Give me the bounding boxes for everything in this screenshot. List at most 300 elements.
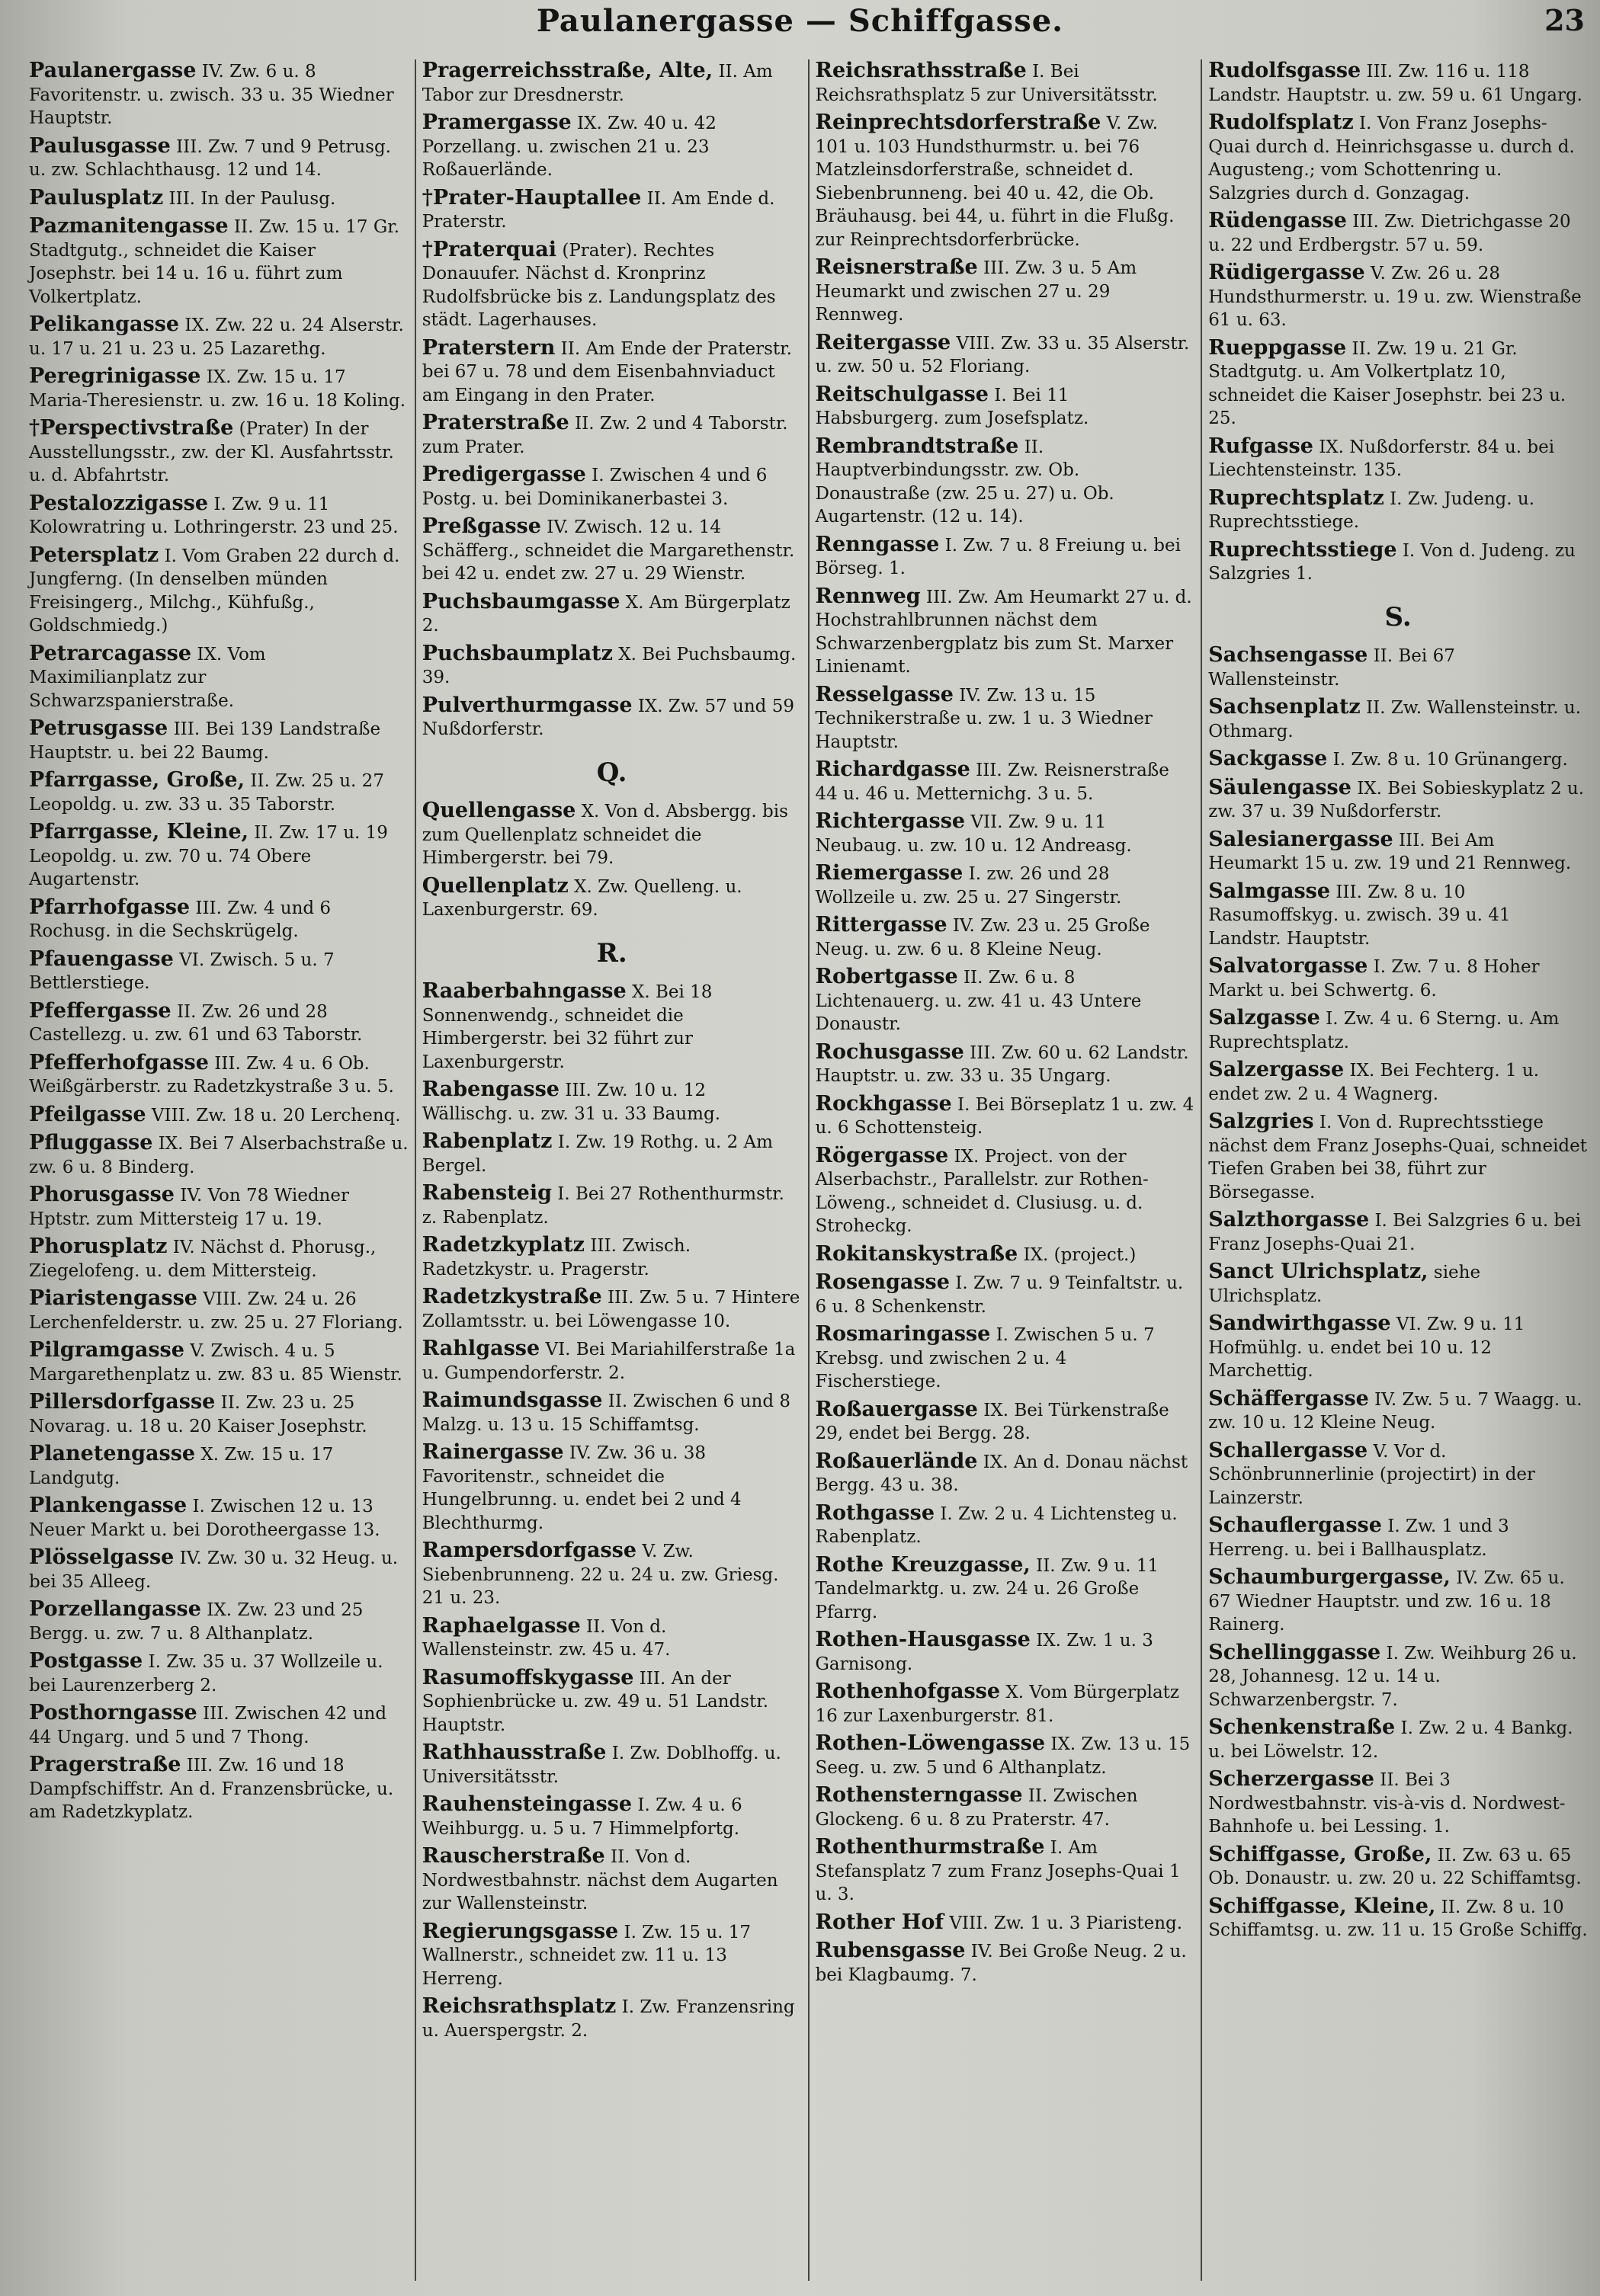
street-entry — [422, 111, 802, 182]
street-name: Schaumburgergasse, — [1208, 1565, 1451, 1589]
street-description: I. Zw. 35 u. 37 Wollzeile u. bei Laurenzerberg 2. — [29, 1652, 383, 1696]
street-entry — [816, 965, 1195, 1036]
street-entry — [1208, 435, 1588, 482]
street-name: Petrarcagasse — [29, 641, 192, 665]
street-name: Renngasse — [815, 532, 940, 556]
street-entry — [422, 1182, 802, 1229]
street-entry — [29, 1391, 409, 1438]
street-name: Quellenplatz — [422, 873, 569, 898]
street-name: Radetzkyplatz — [422, 1233, 585, 1257]
street-entry — [29, 1287, 409, 1334]
street-description: I. Zw. 1 und 3 Herreng. u. bei i Ballhausplatz. — [1208, 1516, 1509, 1560]
street-entry — [29, 1494, 409, 1542]
street-entry — [29, 417, 409, 488]
street-description: IV. Von 78 Wiedner Hptstr. zum Mittersteig 17 u. 19. — [29, 1186, 349, 1229]
street-name: Raaberbahngasse — [422, 979, 627, 1003]
street-entry — [816, 331, 1195, 379]
street-description: I. Vom Graben 22 durch d. Jungferng. (In denselben münden Freisingerg., Milchg., Kühfußg., Goldschmiedg.) — [29, 546, 400, 636]
street-name: Piaristengasse — [29, 1286, 197, 1310]
street-entry — [1208, 111, 1588, 205]
street-name: Richtergasse — [815, 809, 966, 833]
street-name: Rüdigergasse — [1208, 261, 1365, 284]
street-name: Reitschulgasse — [815, 382, 989, 406]
street-description: III. Zw. Reisnerstraße 44 u. 46 u. Metternichg. 3 u. 5. — [815, 761, 1169, 804]
street-description: IV. Zw. 65 u. 67 Wiedner Hauptstr. und zw. 16 u. 18 Rainerg. — [1208, 1568, 1565, 1635]
street-description: I. Zw. 4 u. 6 Weihburgg. u. 5 u. 7 Himmelpfortg. — [422, 1795, 742, 1839]
street-entry — [29, 365, 409, 412]
street-entry — [816, 1243, 1195, 1267]
street-entry — [1208, 261, 1588, 332]
street-name: Pfeilgasse — [29, 1102, 146, 1126]
street-entry — [816, 1323, 1195, 1394]
street-entry — [816, 1093, 1195, 1140]
street-name: Pfefferhofgasse — [29, 1050, 209, 1074]
street-description: X. Bei 18 Sonnenwendg., schneidet die Himbergerstr. bei 32 führt zur Laxenburgerstr. — [422, 982, 713, 1072]
street-name: Rufgasse — [1208, 434, 1313, 458]
street-name: Rabengasse — [422, 1078, 560, 1101]
street-entry — [816, 1680, 1195, 1728]
street-entry — [1208, 1260, 1588, 1308]
street-name: Peregrinigasse — [29, 364, 201, 388]
street-entry — [816, 111, 1195, 251]
street-entry — [1208, 1843, 1588, 1891]
street-entry — [816, 810, 1195, 857]
street-description: I. Bei Reichsrathsplatz 5 zur Universitätsstr. — [815, 62, 1158, 105]
street-name: Rauscherstraße — [422, 1844, 605, 1868]
street-description: IX. Zw. 15 u. 17 Maria-Theresienstr. u. zw. 16 u. 18 Koling. — [29, 367, 406, 411]
street-description: I. Zwischen 12 u. 13 Neuer Markt u. bei Dorotheergasse 13. — [29, 1497, 380, 1540]
street-description: I. Zw. 7 u. 8 Freiung u. bei Börseg. 1. — [815, 535, 1181, 578]
street-description: I. Von d. Judeng. zu Salzgries 1. — [1208, 540, 1576, 584]
street-description: III. Zw. Dietrichgasse 20 u. 22 und Erdbergstr. 57 u. 59. — [1208, 212, 1571, 255]
street-name: Schellinggasse — [1208, 1640, 1381, 1664]
street-entry — [816, 1398, 1195, 1446]
street-description: II. Am Ende d. Praterstr. — [422, 188, 775, 232]
street-name: Rahlgasse — [422, 1337, 540, 1360]
street-name: Rothensterngasse — [815, 1783, 1023, 1807]
street-entry — [1208, 828, 1588, 876]
street-entry — [29, 187, 409, 211]
street-description: I. Zw. Franzensring u. Auerspergstr. 2. — [422, 1997, 795, 2041]
street-entry — [29, 1598, 409, 1645]
street-name: Rockhgasse — [815, 1091, 952, 1116]
street-name: Scherzergasse — [1208, 1767, 1374, 1791]
street-description: VI. Bei Mariahilferstraße 1a u. Gumpendorferstr. 2. — [422, 1340, 796, 1383]
street-description: IX. Zw. 40 u. 42 Porzellang. u. zwischen 21 u. 23 Roßauerlände. — [422, 114, 717, 180]
street-description: II. Am Ende der Praterstr. bei 67 u. 78 und dem Eisenbahnviaduct am Eingang in den Prater. — [422, 338, 792, 405]
street-description: III. An der Sophienbrücke u. zw. 49 u. 51 Landstr. Hauptstr. — [422, 1668, 769, 1735]
street-description: (Prater). Rechtes Donauufer. Nächst d. Kronprinz Rudolfsbrücke bis z. Landungsplatz des städt. Lagerhauses. — [422, 240, 776, 330]
street-name: Pelikangasse — [29, 312, 180, 336]
street-name: Rüdengasse — [1208, 209, 1347, 232]
street-description: IV. Zw. 6 u. 8 Favoritenstr. u. zwisch. 33 u. 35 Wiedner Hauptstr. — [29, 62, 394, 128]
street-entry — [422, 1337, 802, 1385]
street-name: Regierungsgasse — [422, 1919, 619, 1943]
street-name: Rochusgasse — [815, 1039, 964, 1064]
street-entry — [1208, 337, 1588, 431]
street-name: Pfluggasse — [29, 1131, 153, 1154]
street-description: VIII. Zw. 18 u. 20 Lerchenq. — [151, 1105, 401, 1126]
section-letter: Q. — [596, 757, 627, 788]
street-entry — [29, 215, 409, 309]
street-entry — [29, 717, 409, 764]
street-name: Postgasse — [29, 1649, 143, 1673]
street-entry — [29, 821, 409, 892]
street-description: I. Zw. 7 u. 9 Teinfaltstr. u. 6 u. 8 Schenkenstr. — [815, 1273, 1184, 1317]
street-description: II. Bei 3 Nordwestbahnstr. vis-à-vis d. Nordwest-Bahnhofe u. bei Lessing. 1. — [1208, 1770, 1566, 1836]
street-entry — [1208, 880, 1588, 951]
street-name: Rosmaringasse — [815, 1322, 991, 1346]
street-entry — [422, 1539, 802, 1610]
street-entry — [816, 533, 1195, 581]
street-entry — [816, 862, 1195, 909]
street-name: Reitergasse — [815, 330, 951, 354]
street-name: Reichsrathsplatz — [422, 1994, 617, 2018]
street-description: VIII. Zw. 33 u. 35 Alserstr. u. zw. 50 u. 52 Floriang. — [815, 333, 1190, 376]
street-name: Rothenhofgasse — [815, 1680, 1001, 1703]
column-4 — [1202, 59, 1594, 2281]
street-entry — [29, 948, 409, 995]
street-entry — [29, 1546, 409, 1593]
street-description: IX. Bei Fechterg. 1 u. endet zw. 2 u. 4 Wagnerg. — [1208, 1061, 1540, 1104]
street-description: I. Zw. 2 u. 4 Bankg. u. bei Löwelstr. 12. — [1208, 1718, 1573, 1762]
street-name: Pillersdorfgasse — [29, 1390, 216, 1414]
street-description: V. Zw. Siebenbrunneng. 22 u. 24 u. zw. Griesg. 21 u. 23. — [422, 1542, 779, 1608]
street-name: Resselgasse — [815, 682, 954, 706]
street-description: III. Zwischen 42 und 44 Ungarg. und 5 und 7 Thong. — [29, 1704, 387, 1747]
street-description: II. Zw. 9 u. 11 Tandelmarktg. u. zw. 24 u. 26 Große Pfarrg. — [815, 1555, 1159, 1622]
street-name: Praterstern — [422, 335, 556, 360]
street-entry — [422, 1615, 802, 1662]
street-description: I. Zwischen 5 u. 7 Krebsg. und zwischen 2 u. 4 Fischerstiege. — [815, 1325, 1155, 1391]
street-name: †Prater-Hauptallee — [422, 185, 642, 210]
street-name: Sachsengasse — [1208, 643, 1368, 667]
street-name: Rabenplatz — [422, 1129, 553, 1153]
street-name: Pfarrgasse, Kleine, — [29, 820, 248, 844]
street-entry — [816, 914, 1195, 961]
street-entry — [816, 1732, 1195, 1779]
street-name: Rittergasse — [815, 913, 947, 937]
street-description: II. Von d. Nordwestbahnstr. nächst dem Augarten zur Wallensteinstr. — [422, 1847, 778, 1913]
street-entry — [1208, 644, 1588, 691]
street-entry — [1208, 210, 1588, 257]
street-description: II. Zw. 8 u. 10 Schiffamtsg. u. zw. 11 u. 15 Große Schiffg. — [1208, 1897, 1588, 1940]
street-description: IX. Bei Türkenstraße 29, endet bei Bergg. 28. — [815, 1400, 1169, 1443]
street-name: Rothen-Löwengasse — [815, 1731, 1046, 1755]
street-description: V. Zw. 26 u. 28 Hundsthurmerstr. u. 19 u. zw. Wienstraße 61 u. 63. — [1208, 264, 1582, 330]
street-description: I. Bei Börseplatz 1 u. zw. 4 u. 6 Schottensteig. — [815, 1094, 1194, 1138]
street-description: I. Zw. 4 u. 6 Sterng. u. Am Ruprechtsplatz. — [1208, 1009, 1560, 1052]
street-description: II. Zwischen Glockeng. 6 u. 8 zu Praterstr. 47. — [815, 1786, 1138, 1830]
street-name: Rothgasse — [815, 1500, 935, 1525]
street-entry — [816, 1911, 1195, 1936]
street-name: Ruprechtsstiege — [1208, 537, 1397, 562]
street-entry — [816, 1271, 1195, 1318]
street-entry — [29, 544, 409, 638]
street-description: IV. Zw. 23 u. 25 Große Neug. u. zw. 6 u. 8 Kleine Neug. — [815, 916, 1150, 959]
street-entry — [422, 463, 802, 511]
street-name: Paulusgasse — [29, 133, 171, 158]
street-description: III. Bei Am Heumarkt 15 u. zw. 19 und 21 Rennweg. — [1208, 830, 1572, 873]
street-description: IX. Zw. 22 u. 24 Alserstr. u. 17 u. 21 u. 23 u. 25 Lazarethg. — [29, 315, 404, 359]
street-entry — [422, 799, 802, 870]
street-entry — [1208, 1209, 1588, 1256]
street-entry — [29, 1650, 409, 1697]
street-entry — [816, 1836, 1195, 1907]
street-description: II. Zw. 19 u. 21 Gr. Stadtgutg. u. Am Volkertplatz 10, schneidet die Kaiser Josephstr. bei 23 u. 25. — [1208, 338, 1566, 428]
street-name: Rothenthurmstraße — [815, 1835, 1045, 1859]
street-description: V. Zw. 101 u. 103 Hundsthurmstr. u. bei 76 Matzleinsdorferstraße, schneidet d. Siebenbrunneng. bei 40 u. 42, die Ob. Bräuhausg. bei 44, u. führt in die Flußg. zur Reinprechtsdorferbrücke. — [815, 114, 1175, 250]
street-entry — [422, 694, 802, 741]
street-name: Pazmanitengasse — [29, 214, 229, 238]
street-description: III. Zw. 3 u. 5 Am Heumarkt und zwischen 27 u. 29 Rennweg. — [815, 258, 1137, 325]
page-title: Paulanergasse — Schiffgasse. — [536, 3, 1064, 39]
street-entry — [816, 59, 1195, 107]
street-description: VI. Zwisch. 5 u. 7 Bettlerstiege. — [29, 949, 335, 993]
street-entry — [422, 1130, 802, 1177]
street-description: IV. Zwisch. 12 u. 14 Schäfferg., schneidet die Margarethenstr. bei 42 u. endet zw. 27 u. 29 Wienstr. — [422, 517, 795, 584]
street-entry — [1208, 487, 1588, 534]
street-name: Praterstraße — [422, 411, 569, 434]
street-description: I. Zw. 7 u. 8 Hoher Markt u. bei Schwertg. 6. — [1208, 957, 1540, 1001]
street-entry — [1208, 1566, 1588, 1637]
street-description: I. Zw. 2 u. 4 Lichtensteg u. Rabenplatz. — [815, 1503, 1178, 1547]
street-entry — [1208, 1514, 1588, 1561]
page-number: 23 — [1544, 3, 1585, 37]
street-description: IV. Zw. 30 u. 32 Heug. u. bei 35 Alleeg. — [29, 1548, 399, 1592]
street-description: II. Zw. 2 und 4 Taborstr. zum Prater. — [422, 414, 788, 457]
street-entry — [1208, 59, 1588, 107]
street-name: Schenkenstraße — [1208, 1715, 1396, 1739]
street-description: III. Bei 139 Landstraße Hauptstr. u. bei 22 Baumg. — [29, 719, 381, 763]
street-entry — [422, 591, 802, 638]
street-description: I. Zw. Weihburg 26 u. 28, Johannesg. 12 u. 14 u. Schwarzenbergstr. 7. — [1208, 1643, 1577, 1710]
street-description: I. Zw. 15 u. 17 Wallnerstr., schneidet zw. 11 u. 13 Herreng. — [422, 1922, 752, 1989]
street-description: IX. Zw. 57 und 59 Nußdorferstr. — [422, 696, 794, 739]
street-description: I. zw. 26 und 28 Wollzeile u. zw. 25 u. 27 Singerstr. — [815, 864, 1122, 908]
street-description: III. Zw. 7 und 9 Petrusg. u. zw. Schlachthausg. 12 und 14. — [29, 136, 391, 180]
street-description: X. Vom Bürgerplatz 16 zur Laxenburgerstr. 81. — [815, 1683, 1180, 1726]
street-description: III. Zw. 10 u. 12 Wällischg. u. zw. 31 u. 33 Baumg. — [422, 1081, 721, 1124]
street-entry — [29, 1132, 409, 1179]
street-description: III. Zw. Am Heumarkt 27 u. d. Hochstrahlbrunnen nächst dem Schwarzenbergplatz bis zum St. Marxer Linienamt. — [815, 587, 1192, 677]
section-letter: R. — [596, 937, 627, 969]
street-name: Rennweg — [815, 584, 921, 608]
street-name: Pragerstraße — [29, 1753, 181, 1776]
street-name: Phorusgasse — [29, 1183, 175, 1206]
street-description: X. Zw. 15 u. 17 Landgutg. — [29, 1445, 334, 1488]
street-name: Petrusgasse — [29, 716, 168, 740]
street-entry — [29, 1235, 409, 1282]
street-description: II. Zw. 17 u. 19 Leopoldg. u. zw. 70 u. 74 Obere Augartenstr. — [29, 823, 388, 889]
street-entry — [1208, 1312, 1588, 1383]
street-name: Pfauengasse — [29, 946, 174, 971]
street-description: II. Am Tabor zur Dresdnerstr. — [422, 62, 773, 105]
street-name: Richardgasse — [815, 757, 970, 781]
street-name: Rudolfsgasse — [1208, 59, 1361, 82]
street-description: II. Zw. Wallensteinstr. u. Othmarg. — [1208, 698, 1582, 741]
street-name: Plankengasse — [29, 1494, 188, 1517]
street-description: III. Zwisch. Radetzkystr. u. Pragerstr. — [422, 1236, 691, 1279]
street-description: I. Zw. Doblhoffg. u. Universitätsstr. — [422, 1744, 781, 1787]
street-description: IX. Nußdorferstr. 84 u. bei Liechtensteinstr. 135. — [1208, 437, 1555, 480]
street-name: Pfarrhofgasse — [29, 895, 191, 919]
street-name: Salmgasse — [1208, 879, 1331, 903]
street-entry — [29, 1339, 409, 1386]
street-description: IX. Bei Sobieskyplatz 2 u. zw. 37 u. 39 Nußdorferstr. — [1208, 778, 1585, 821]
street-name: Phorusplatz — [29, 1234, 168, 1258]
street-entry — [816, 1041, 1195, 1088]
street-description: III. In der Paulusg. — [168, 188, 336, 209]
street-description: III. Zw. 60 u. 62 Landstr. Hauptstr. u. zw. 33 u. 35 Ungarg. — [815, 1042, 1189, 1086]
street-entry — [422, 642, 802, 690]
street-entry — [422, 515, 802, 586]
street-entry — [816, 435, 1195, 529]
street-description: V. Zwisch. 4 u. 5 Margarethenplatz u. zw. 83 u. 85 Wienstr. — [29, 1341, 402, 1385]
street-name: Reisnerstraße — [815, 255, 978, 279]
street-description: (Prater) In der Ausstellungsstr., zw. der Kl. Ausfahrtsstr. u. d. Abfahrtstr. — [29, 419, 394, 485]
street-name: Sackgasse — [1208, 747, 1328, 770]
street-name: Paulusplatz — [29, 185, 164, 210]
street-name: Quellengasse — [422, 799, 576, 822]
street-entry — [1208, 955, 1588, 1002]
street-entry — [422, 187, 802, 234]
street-entry — [422, 1234, 802, 1281]
street-name: †Praterquai — [422, 237, 557, 261]
street-description: IV. Zw. 36 u. 38 Favoritenstr., schneidet die Hungelbrunng. u. endet bei 2 und 4 Blechthurmg. — [422, 1443, 742, 1533]
street-entry — [816, 1145, 1195, 1238]
column-3 — [810, 59, 1203, 2281]
street-name: Rudolfsplatz — [1208, 110, 1354, 134]
street-name: Rainergasse — [422, 1440, 564, 1464]
street-entry — [422, 1078, 802, 1126]
street-name: †Perspectivstraße — [29, 416, 234, 440]
street-entry — [29, 59, 409, 130]
street-entry — [816, 1554, 1195, 1625]
street-name: Pfeffergasse — [29, 998, 172, 1023]
street-columns — [23, 59, 1594, 2281]
section-letter: S. — [1384, 601, 1412, 632]
street-name: Reichsrathsstraße — [815, 59, 1027, 82]
street-description: II. Zw. 25 u. 27 Leopoldg. u. zw. 33 u. 35 Taborstr. — [29, 771, 384, 815]
street-entry — [422, 1793, 802, 1840]
street-name: Robertgasse — [815, 965, 958, 988]
street-name: Rothe Kreuzgasse, — [815, 1552, 1031, 1577]
street-description: II. Zw. 15 u. 17 Gr. Stadtgutg., schneidet die Kaiser Josephstr. bei 14 u. 16 u. führt zum Volkertplatz. — [29, 217, 400, 307]
street-description: II. Bei 67 Wallensteinstr. — [1208, 646, 1455, 690]
street-description: I. Zw. 19 Rothg. u. 2 Am Bergel. — [422, 1132, 773, 1176]
street-entry — [29, 1052, 409, 1099]
street-entry — [29, 1183, 409, 1231]
street-description: VI. Zw. 9 u. 11 Hofmühlg. u. endet bei 10 u. 12 Marchettig. — [1208, 1315, 1525, 1381]
street-entry — [816, 1784, 1195, 1831]
street-name: Reinprechtsdorferstraße — [815, 110, 1101, 134]
street-name: Salzgries — [1208, 1110, 1314, 1133]
street-entry — [29, 135, 409, 182]
street-entry — [1208, 748, 1588, 772]
street-name: Schauflergasse — [1208, 1513, 1382, 1537]
street-entry — [422, 1286, 802, 1333]
street-entry — [816, 1939, 1195, 1987]
street-description: I. Von d. Ruprechtsstiege nächst dem Franz Josephs-Quai, schneidet Tiefen Graben bei 38, führt zur Börsegasse. — [1208, 1113, 1587, 1202]
street-name: Planetengasse — [29, 1442, 196, 1465]
street-entry — [29, 769, 409, 816]
street-entry — [1208, 539, 1588, 586]
street-description: II. Zw. 6 u. 8 Lichtenauerg. u. zw. 41 u. 43 Untere Donaustr. — [815, 968, 1142, 1034]
street-entry — [816, 1502, 1195, 1549]
street-entry — [422, 411, 802, 459]
street-entry — [422, 980, 802, 1074]
street-name: Rosengasse — [815, 1270, 950, 1294]
street-entry — [29, 1000, 409, 1047]
street-description: IV. Zw. 5 u. 7 Waagg. u. zw. 10 u. 12 Kleine Neug. — [1208, 1389, 1582, 1433]
street-name: Pfarrgasse, Große, — [29, 768, 245, 792]
street-description: I. Bei Salzgries 6 u. bei Franz Josephs-Quai 21. — [1208, 1211, 1582, 1254]
street-name: Raphaelgasse — [422, 1613, 581, 1638]
street-entry — [29, 492, 409, 540]
street-entry — [816, 256, 1195, 327]
street-name: Preßgasse — [422, 514, 541, 538]
street-description: IX. Bei 7 Alserbachstraße u. zw. 6 u. 8 Binderg. — [29, 1134, 409, 1177]
street-description: I. Zw. 9 u. 11 Kolowratring u. Lothringerstr. 23 und 25. — [29, 494, 399, 537]
street-description: IX. Project. von der Alserbachstr., Parallelstr. zur Rothen-Löweng., schneidet d. Clusiusg. u. d. Stroheckg. — [815, 1146, 1149, 1236]
street-description: I. Zwischen 4 und 6 Postg. u. bei Dominikanerbastei 3. — [422, 466, 768, 509]
street-description: III. Zw. 116 u. 118 Landstr. Hauptstr. u. zw. 59 u. 61 Ungarg. — [1208, 62, 1582, 105]
street-description: IX. Zw. 13 u. 15 Seeg. u. zw. 5 und 6 Althanplatz. — [815, 1734, 1191, 1778]
street-name: Rubensgasse — [815, 1939, 966, 1962]
street-description: II. Zw. 26 und 28 Castellezg. u. zw. 61 und 63 Taborstr. — [29, 1001, 363, 1045]
street-entry — [1208, 1716, 1588, 1763]
street-description: I. Bei 11 Habsburgerg. zum Josefsplatz. — [815, 385, 1089, 428]
street-description: IX. An d. Donau nächst Bergg. 43 u. 38. — [815, 1452, 1188, 1495]
street-entry — [816, 585, 1195, 679]
street-entry — [816, 684, 1195, 754]
street-name: Säulengasse — [1208, 775, 1352, 799]
street-name: Schiffgasse, Kleine, — [1208, 1894, 1436, 1918]
street-entry — [1208, 1895, 1588, 1942]
street-name: Radetzkystraße — [422, 1285, 602, 1308]
street-name: Sachsenplatz — [1208, 695, 1361, 719]
street-entry — [422, 1667, 802, 1737]
street-name: Schallergasse — [1208, 1438, 1368, 1462]
street-name: Salvatorgasse — [1208, 954, 1368, 978]
street-name: Schäffergasse — [1208, 1386, 1369, 1411]
street-name: Sanct Ulrichsplatz, — [1208, 1260, 1428, 1283]
street-name: Rembrandtstraße — [815, 434, 1019, 458]
street-name: Raimundsgasse — [422, 1388, 603, 1412]
street-description: V. Vor d. Schönbrunnerlinie (projectirt) in der Lainzerstr. — [1208, 1441, 1536, 1508]
street-entry — [422, 1920, 802, 1991]
street-description: VIII. Zw. 1 u. 3 Piaristeng. — [949, 1913, 1183, 1933]
street-description: II. Hauptverbindungsstr. zw. Ob. Donaustraße (zw. 25 u. 27) u. Ob. Augartenstr. (12 u. 14). — [815, 437, 1114, 527]
street-entry — [29, 642, 409, 713]
street-description: X. Am Bürgerplatz 2. — [422, 592, 790, 636]
street-entry — [1208, 1007, 1588, 1054]
street-name: Schiffgasse, Große, — [1208, 1842, 1432, 1866]
street-description: X. Von d. Absbergg. bis zum Quellenplatz schneidet die Himbergerstr. bei 79. — [422, 802, 788, 868]
street-name: Predigergasse — [422, 463, 586, 486]
street-name: Salzgasse — [1208, 1006, 1320, 1030]
street-name: Plösselgasse — [29, 1545, 175, 1569]
street-description: IX. Zw. 1 u. 3 Garnisong. — [815, 1631, 1153, 1674]
street-name: Rasumoffskygasse — [422, 1665, 634, 1689]
street-description: IV. Zw. 13 u. 15 Technikerstraße u. zw. 1 u. 3 Wiedner Hauptstr. — [815, 685, 1153, 752]
street-entry — [422, 1441, 802, 1535]
street-entry — [422, 875, 802, 922]
street-name: Salzthorgasse — [1208, 1208, 1370, 1231]
street-description: I. Am Stefansplatz 7 zum Franz Josephs-Quai 1 u. 3. — [815, 1838, 1181, 1904]
street-entry — [1208, 777, 1588, 824]
